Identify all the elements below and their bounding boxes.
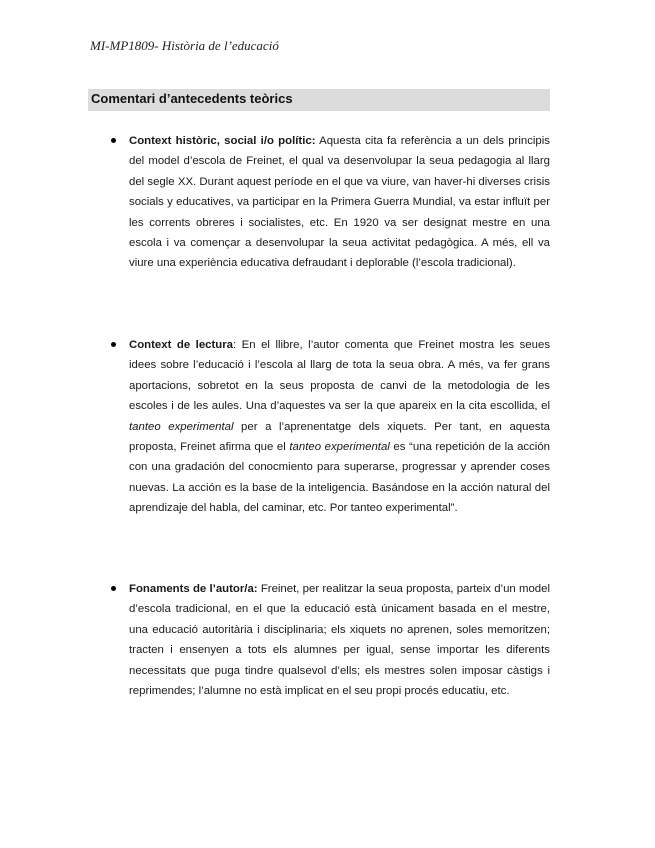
item-label: Context de lectura — [129, 339, 234, 351]
section-heading-bar — [88, 89, 550, 111]
item-text: es “una repetición de la acción con una gradación del conocmiento para superarse, progressar y aprender coses nuevas. La acción es la base de la inteligencia. Basándose en la acción natural del aprendizaje del habla, del caminar, etc. Por tanteo experimental”. — [129, 441, 551, 515]
paragraph-context-historic — [129, 131, 550, 274]
page-header — [90, 38, 279, 54]
item-label: Context històric, social i/o polític: — [129, 135, 316, 147]
list-item-context-historic — [129, 131, 550, 274]
bullet-icon — [111, 342, 116, 347]
item-emphasis: tanteo experimental — [289, 441, 390, 454]
item-emphasis: tanteo experimental — [129, 420, 234, 433]
item-text: Freinet, per realitzar la seua proposta, parteix d’un model d’escola tradicional, en el que la educació està únicament basada en el mestre, una educació autoritària i disciplinaria; els xiquets no aprenen, soles memoritzen; tracten i ensenyen a tots els alumnes per igual, sense importar les diferents necessitats que puga tindre qualsevol d’ells; els mestres solen imposar càstigs i reprimendes; l’alumne no està implicat en el seu propi procés educatiu, etc. — [129, 583, 550, 698]
course-subject: Història de l’educació — [161, 38, 279, 53]
paragraph-context-lectura — [129, 335, 550, 519]
item-text: Aquesta cita fa referència a un dels principis del model d’escola de Freinet, el qual va desenvolupar la seua pedagogia al llarg del segle XX. Durant aquest període en el que va viure, van haver-hi diverses crisis socials y educatives, va participar en la Primera Guerra Mundial, va estar influït per les corrents obreres i socialistes, etc. En 1920 va ser designat mestre en una escola i va començar a desenvolupar la seua activitat pedagògica. A més, ell va viure una experiència educativa defraudant i deplorable (l’escola tradicional). — [129, 135, 550, 270]
bullet-icon — [111, 138, 116, 143]
bullet-icon — [111, 586, 116, 591]
item-text: : En el llibre, l’autor comenta que Freinet mostra les seues idees sobre l’educació i l’escola al llarg de tota la seua obra. A més, va fer grans aportacions, sobretot en la seus proposta de canvi de la metodologia de les escoles i de les aules. Una d’aquestes va ser la que apareix en la cita escollida, el — [129, 339, 551, 413]
paragraph-fonaments — [129, 579, 550, 701]
list-item-fonaments — [129, 579, 550, 701]
list-item-context-lectura — [129, 335, 550, 519]
section-title: Comentari d’antecedents teòrics — [91, 91, 293, 106]
course-code: MI-MP1809- — [90, 38, 159, 53]
item-label: Fonaments de l’autor/a: — [129, 583, 258, 595]
item-text: per a l’aprenentatge dels xiquets. Per tant, en aquesta proposta, Freinet afirma que el — [129, 420, 550, 454]
